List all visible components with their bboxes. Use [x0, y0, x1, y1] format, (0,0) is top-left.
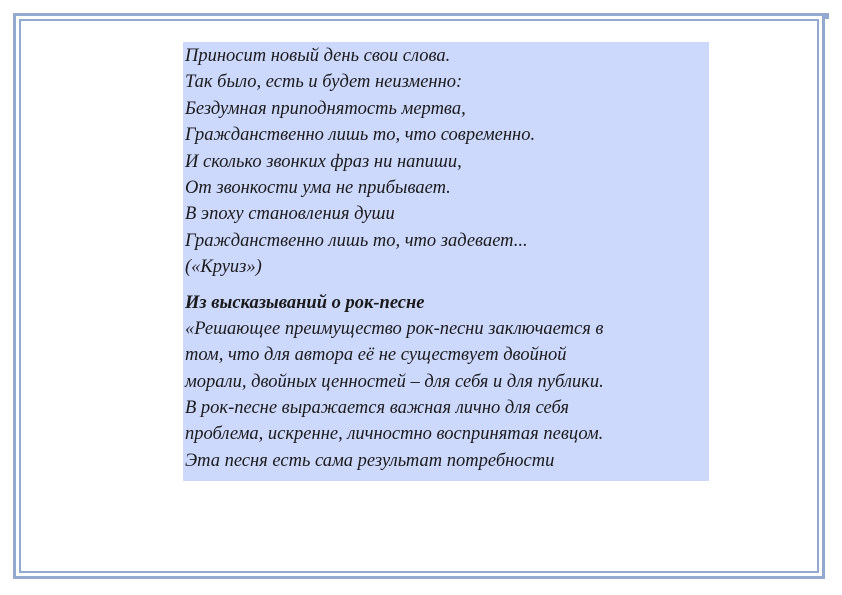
frame-corner-mark: [823, 13, 829, 19]
quote-line: Эта песня есть сама результат потребности: [185, 450, 555, 471]
poem-line: Гражданственно лишь то, что задевает...: [185, 230, 528, 251]
quote-line: «Решающее преимущество рок-песни заключается в: [185, 318, 604, 339]
poem-line: От звонкости ума не прибывает.: [185, 177, 451, 198]
section-heading: Из высказываний о рок-песне: [185, 292, 425, 313]
poem-line: Гражданственно лишь то, что современно.: [185, 125, 536, 146]
poem-line: И сколько звонких фраз ни напиши,: [185, 151, 462, 172]
paragraph-gap: [185, 281, 709, 290]
poem-block: [185, 43, 709, 281]
poem-source: («Круиз»): [185, 257, 262, 278]
text-box: [183, 42, 709, 481]
quote-line: том, что для автора её не существует двойной: [185, 345, 567, 366]
quote-line: В рок-песне выражается важная лично для себя: [185, 398, 569, 419]
poem-line: В эпоху становления души: [185, 204, 395, 225]
poem-line: Бездумная приподнятость мертва,: [185, 98, 466, 119]
poem-line: Так было, есть и будет неизменно:: [185, 72, 463, 93]
quote-line: морали, двойных ценностей – для себя и для публики.: [185, 371, 604, 392]
poem-line: Приносит новый день свои слова.: [185, 46, 451, 66]
quote-block: [185, 290, 709, 475]
quote-line: проблема, искренне, личностно воспринятая певцом.: [185, 424, 604, 445]
